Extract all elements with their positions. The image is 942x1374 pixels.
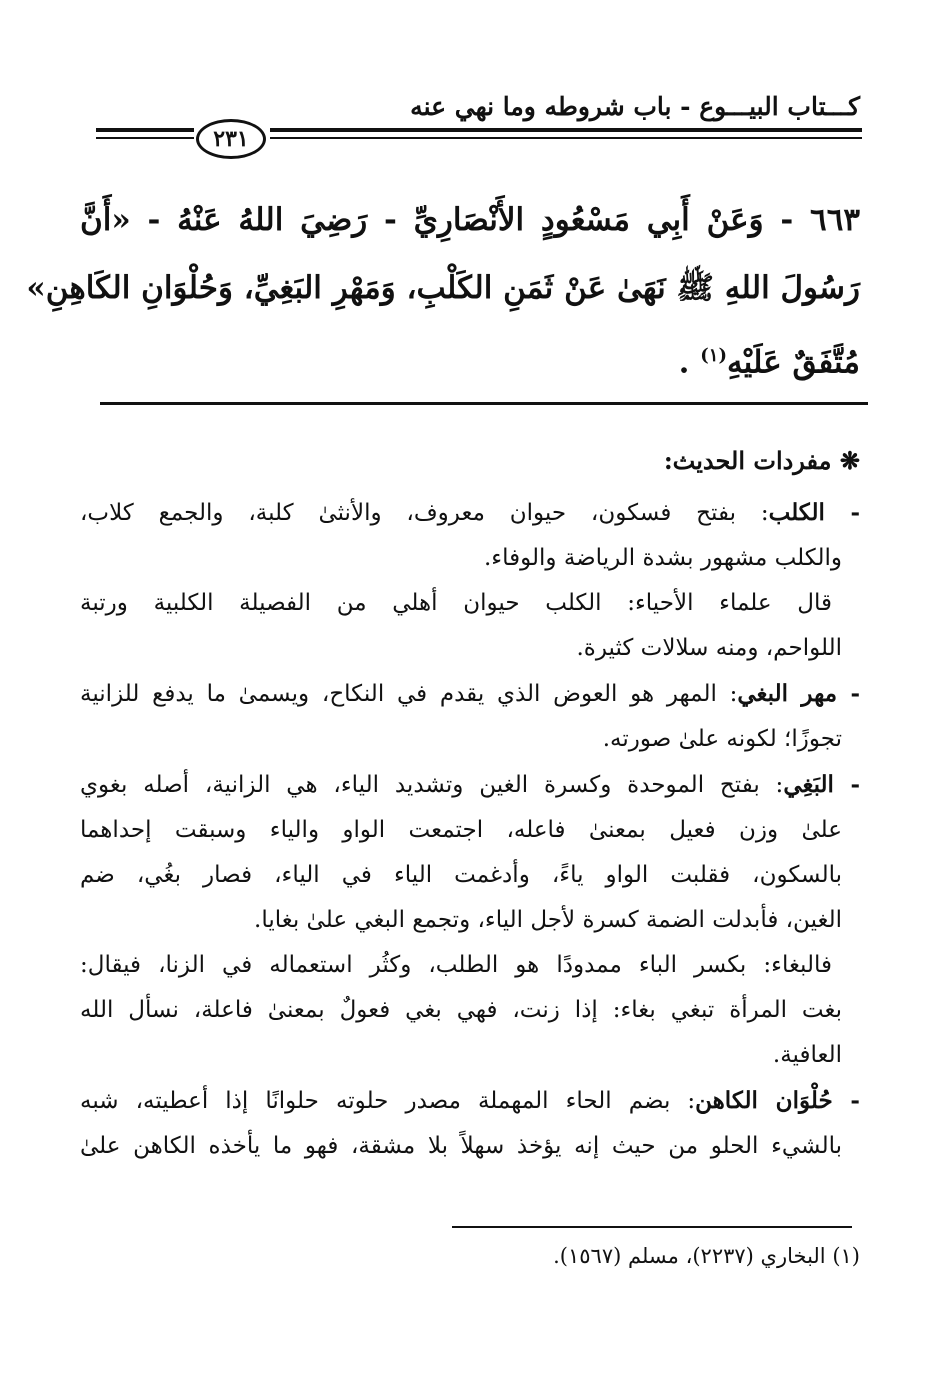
- hadith-line: مُتَّفَقٌ عَلَيْهِ: [726, 344, 860, 381]
- entry-text: بالسكون، فقلبت الواو ياءً، وأدغمت الياء في الياء، فصار بغُي، ضم: [80, 862, 842, 888]
- entry-text: قال علماء الأحياء: الكلب حيوان أهلي من الفصيلة الكلبية ورتبة: [80, 590, 832, 616]
- hadith-line: ٦٦٣ - وَعَنْ أَبِي مَسْعُودٍ الأَنْصَارِيِّ - رَضِيَ اللهُ عَنْهُ - «أَنَّ: [80, 202, 860, 238]
- page-number: [196, 119, 266, 159]
- header-rule-left-top: [96, 128, 194, 132]
- entry-kalb-note: [80, 581, 860, 671]
- hadith-text: [26, 186, 860, 396]
- running-head: كـــتاب البيـــوع - باب شروطه وما نهي عنه: [410, 92, 860, 121]
- entry-text: والكلب مشهور بشدة الرياضة والوفاء.: [484, 545, 842, 571]
- entry-text: بغت المرأة تبغي بغاء: إذا زنت، فهي بغي فعولٌ بمعنىٰ فاعلة، نسأل الله: [80, 997, 842, 1023]
- entry-hulwan: [80, 1078, 860, 1169]
- section-divider: [100, 402, 868, 405]
- entry-term: - الكلب: [768, 499, 860, 526]
- entry-text: فالبغاء: بكسر الباء ممدودًا هو الطلب، وكثُر استعماله في الزنا، فيقال:: [80, 952, 832, 978]
- entry-text: : المهر هو العوض الذي يقدم في النكاح، ويسمىٰ ما يدفع للزانية: [80, 681, 738, 707]
- entry-text: : بضم الحاء المهملة مصدر حلوته حلوانًا إذا أعطيته، شبه: [80, 1088, 696, 1114]
- entry-text: علىٰ وزن فعيل بمعنىٰ فاعله، اجتمعت الواو والياء وسبقت إحداهما: [80, 817, 842, 843]
- entry-text: تجوزًا؛ لكونه علىٰ صورته.: [602, 726, 842, 752]
- entry-text: العافية.: [772, 1042, 842, 1068]
- entry-term: - البَغِي: [783, 771, 860, 798]
- entry-term: - مهر البغي: [737, 680, 861, 707]
- section-title: ❋ مفردات الحديث:: [663, 446, 860, 475]
- hadith-line-last: [80, 322, 860, 396]
- entry-kalb: [80, 490, 860, 581]
- footnote-marker: (١): [700, 345, 727, 366]
- entry-mahr: [80, 671, 860, 762]
- header-rule-left-bottom: [96, 137, 194, 139]
- commentary-body: [80, 490, 860, 1169]
- header-rule-right-bottom: [270, 137, 862, 139]
- entry-text: بالشيء الحلو من حيث إنه يؤخذ سهلاً بلا مشقة، فهو ما يأخذه الكاهن علىٰ: [80, 1133, 842, 1159]
- entry-text: الغين، فأبدلت الضمة كسرة لأجل الياء، وتجمع البغي علىٰ بغايا.: [254, 907, 842, 933]
- hadith-line: رَسُولَ اللهِ ﷺ نَهَىٰ عَنْ ثَمَنِ الكَلْبِ، وَمَهْرِ البَغِيِّ، وَحُلْوَانِ الكَاهِنِ»: [26, 270, 860, 306]
- entry-text: : بفتح الموحدة وكسرة الغين وتشديد الياء، هي الزانية، أصله بغوي: [80, 772, 784, 798]
- header-rule-right-top: [270, 128, 862, 132]
- entry-term: - حُلْوَان الكاهن: [695, 1087, 860, 1114]
- page-number-text: ٢٣١: [213, 126, 249, 152]
- entry-baghi: [80, 762, 860, 943]
- entry-bigha: [80, 943, 860, 1078]
- footnote: (١) البخاري (٢٢٣٧)، مسلم (١٥٦٧).: [553, 1244, 860, 1268]
- footnote-rule: [452, 1226, 852, 1228]
- entry-text: اللواحم، ومنه سلالات كثيرة.: [576, 635, 842, 661]
- hadith-end: .: [678, 344, 701, 381]
- entry-text: : بفتح فسكون، حيوان معروف، والأنثىٰ كلبة، والجمع كلاب،: [80, 500, 769, 526]
